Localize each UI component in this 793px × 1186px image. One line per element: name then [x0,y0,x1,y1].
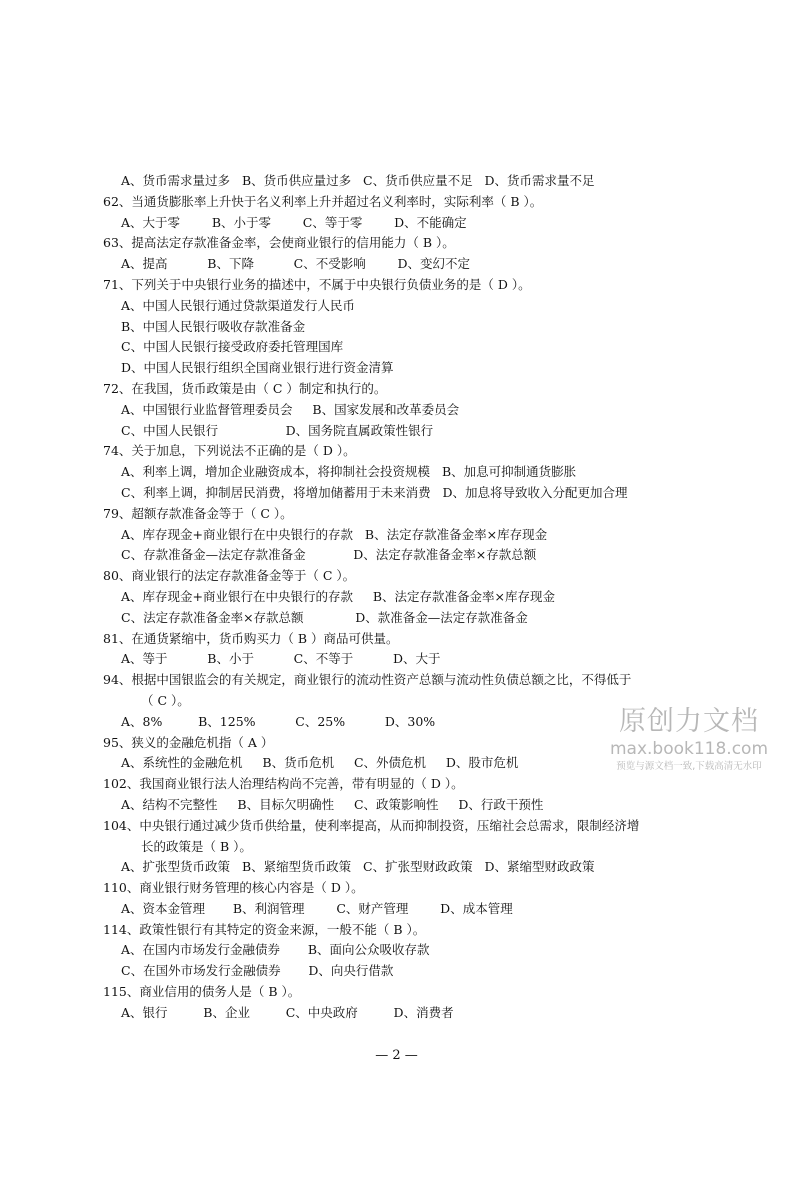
question-line: 94、根据中国银监会的有关规定，商业银行的流动性资产总额与流动性负债总额之比，不得低于 [103,672,632,688]
option-line: A、8% B、125% C、25% D、30% [121,713,436,729]
question-line: 102、我国商业银行法人治理结构尚不完善，带有明显的（ D ）。 [103,776,464,792]
question-line: 62、当通货膨胀率上升快于名义利率上升并超过名义利率时，实际利率（ B ）。 [103,193,543,209]
option-line: C、利率上调，抑制居民消费，将增加储蓄用于未来消费 D、加息将导致收入分配更加合理 [121,484,628,500]
option-line: A、资本金管理 B、利润管理 C、财产管理 D、成本管理 [121,900,513,916]
option-line: A、结构不完整性 B、目标欠明确性 C、政策影响性 D、行政干预性 [121,796,544,812]
question-line: 74、关于加息，下列说法不正确的是（ D ）。 [103,443,356,459]
option-line: A、在国内市场发行金融债券 B、面向公众吸收存款 [121,942,430,958]
option-line: A、扩张型货币政策 B、紧缩型货币政策 C、扩张型财政政策 D、紧缩型财政政策 [121,859,595,875]
question-line: 79、超额存款准备金等于（ C ）。 [103,505,293,521]
option-line: A、利率上调，增加企业融资成本，将抑制社会投资规模 B、加息可抑制通货膨胀 [121,464,577,480]
question-line: 80、商业银行的法定存款准备金等于（ C ）。 [103,568,356,584]
option-line: C、中国人民银行接受政府委托管理国库 [121,339,344,355]
option-line: A、中国银行业监督管理委员会 B、国家发展和改革委员会 [121,401,460,417]
option-line: B、中国人民银行吸收存款准备金 [121,318,306,334]
question-line: 63、提高法定存款准备金率，会使商业银行的信用能力（ B ）。 [103,235,455,251]
option-line: A、中国人民银行通过贷款渠道发行人民币 [121,297,356,313]
watermark-url: max.book118.com [609,739,769,759]
question-line: 71、下列关于中央银行业务的描述中，不属于中央银行负债业务的是（ D ）。 [103,276,531,292]
question-line: 115、商业信用的债务人是（ B ）。 [103,984,301,1000]
option-line: A、大于零 B、小于零 C、等于零 D、不能确定 [121,214,467,230]
page-number: — 2 — [375,1048,418,1063]
option-line: A、等于 B、小于 C、不等于 D、大于 [121,651,441,667]
continuation-line: （ C ）。 [141,692,190,708]
option-line: A、货币需求量过多 B、货币供应量过多 C、货币供应量不足 D、货币需求量不足 [121,173,595,188]
question-line: 81、在通货紧缩中，货币购买力（ B ）商品可供量。 [103,630,399,646]
question-line: 110、商业银行财务管理的核心内容是（ D ）。 [103,880,364,896]
document-body [103,171,703,1024]
option-line: D、中国人民银行组织全国商业银行进行资金清算 [121,360,394,376]
option-line: A、提高 B、下降 C、不受影响 D、变幻不定 [121,256,471,272]
option-line: C、在国外市场发行金融债券 D、向央行借款 [121,963,394,979]
option-line: A、银行 B、企业 C、中央政府 D、消费者 [121,1004,454,1020]
watermark [596,705,782,774]
option-line: A、库存现金+商业银行在中央银行的存款 B、法定存款准备金率×库存现金 [121,588,556,604]
question-line: 72、在我国，货币政策是由（ C ）制定和执行的。 [103,380,387,396]
question-line: 104、中央银行通过减少货币供给量，使利率提高，从而抑制投资，压缩社会总需求，限制经济增 [103,817,640,833]
watermark-title: 原创力文档 [619,706,759,737]
question-line: 95、狭义的金融危机指（ A ） [103,734,274,750]
option-line: A、库存现金+商业银行在中央银行的存款 B、法定存款准备金率×库存现金 [121,526,548,542]
continuation-line: 长的政策是（ B ）。 [141,838,252,854]
watermark-subtitle: 预览与源文档一致,下载高清无水印 [616,761,762,772]
option-line: C、存款准备金—法定存款准备金 D、法定存款准备金率×存款总额 [121,547,537,563]
option-line: C、法定存款准备金率×存款总额 D、款准备金—法定存款准备金 [121,609,528,625]
option-line: A、系统性的金融危机 B、货币危机 C、外债危机 D、股市危机 [121,755,519,771]
option-line: C、中国人民银行 D、国务院直属政策性银行 [121,422,434,438]
question-line: 114、政策性银行有其特定的资金来源，一般不能（ B ）。 [103,921,426,937]
